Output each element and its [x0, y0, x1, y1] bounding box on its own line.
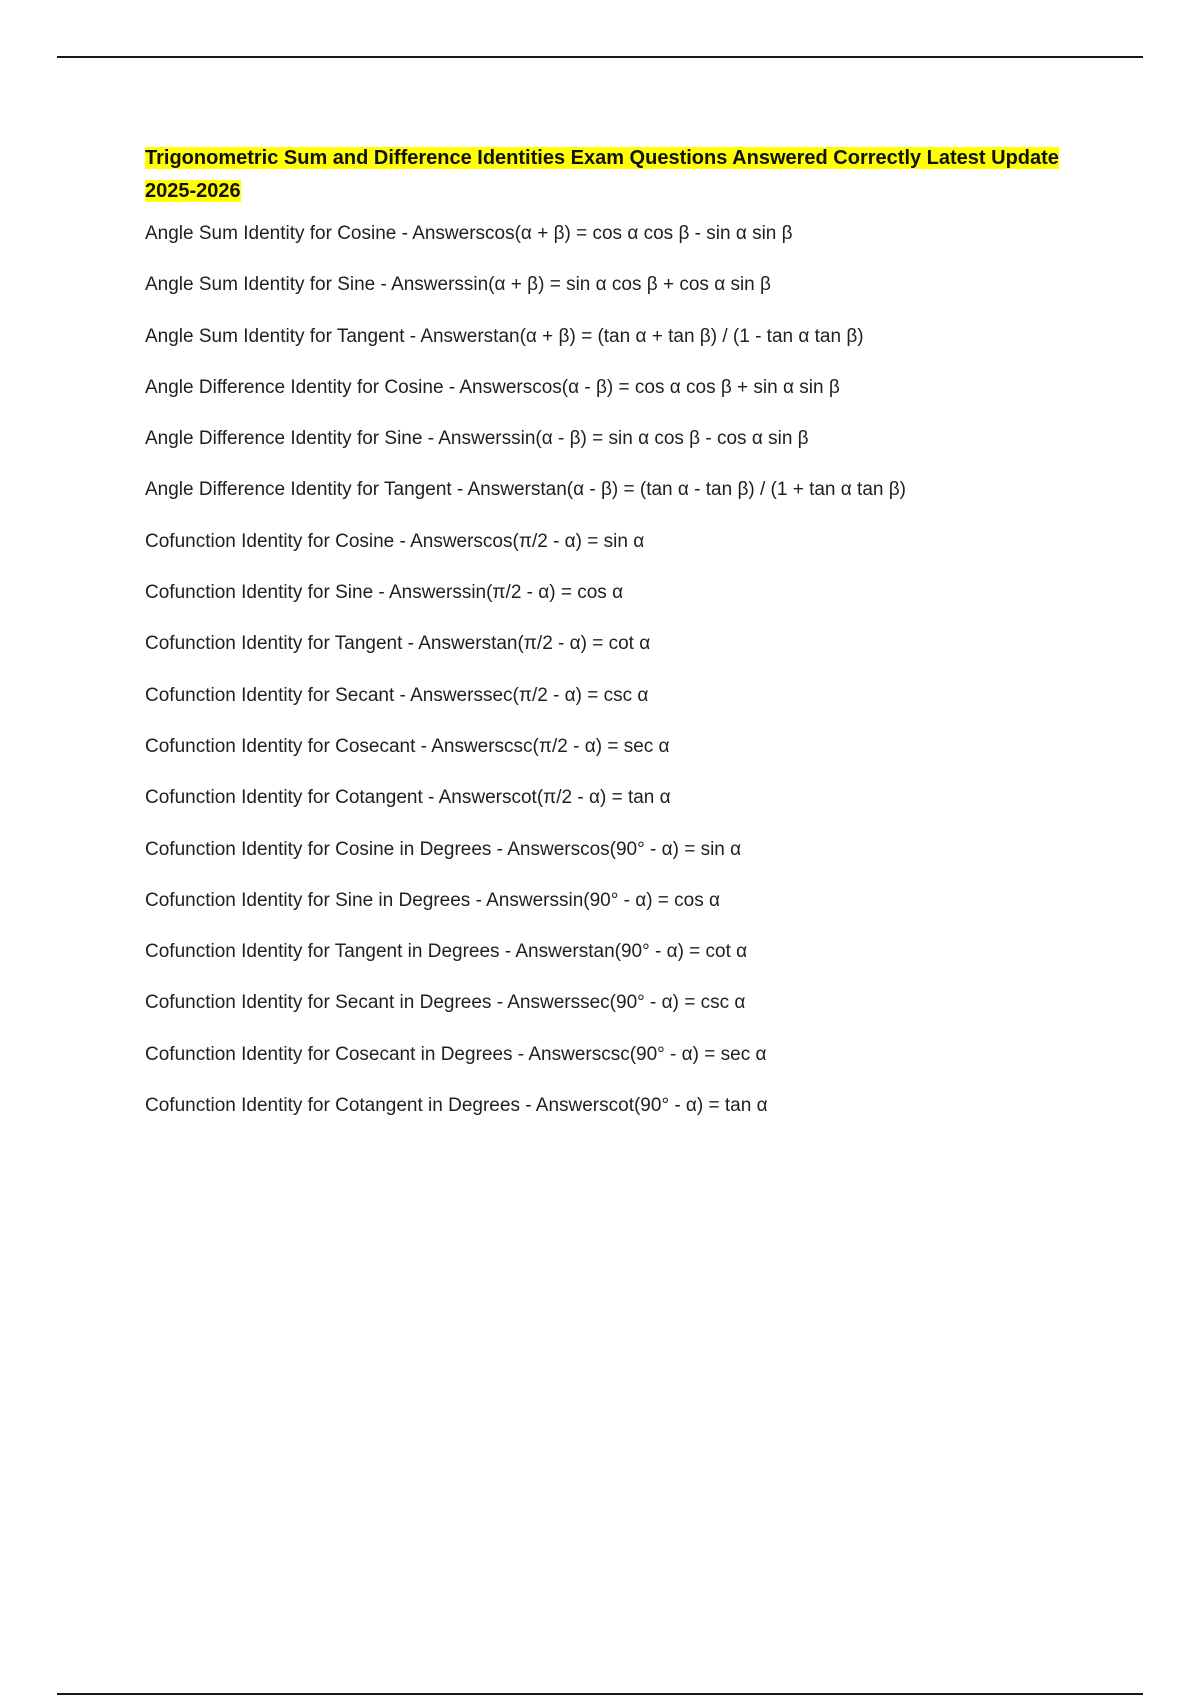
document-title: [145, 142, 1085, 208]
header-rule: [57, 56, 1143, 58]
qa-item: Cofunction Identity for Sine in Degrees - Answerssin(90° - α) = cos α: [145, 889, 721, 911]
qa-item: Cofunction Identity for Cotangent in Degrees - Answerscot(90° - α) = tan α: [145, 1095, 768, 1117]
qa-item: Cofunction Identity for Secant in Degrees - Answerssec(90° - α) = csc α: [145, 992, 746, 1014]
document-body: [145, 142, 1085, 1144]
qa-item: Angle Sum Identity for Tangent - Answerstan(α + β) = (tan α + tan β) / (1 - tan α tan β): [145, 325, 864, 347]
footer-rule: [57, 1693, 1143, 1695]
qa-list: [145, 221, 1085, 1144]
qa-item: Angle Difference Identity for Sine - Answerssin(α - β) = sin α cos β - cos α sin β: [145, 428, 809, 450]
qa-item: Angle Sum Identity for Cosine - Answerscos(α + β) = cos α cos β - sin α sin β: [145, 223, 793, 244]
qa-item: Cofunction Identity for Tangent - Answerstan(π/2 - α) = cot α: [145, 633, 651, 655]
qa-item: Angle Difference Identity for Tangent - Answerstan(α - β) = (tan α - tan β) / (1 + tan α tan β): [145, 479, 906, 501]
qa-item: Cofunction Identity for Sine - Answerssin(π/2 - α) = cos α: [145, 582, 624, 604]
qa-item: Cofunction Identity for Cosecant in Degrees - Answerscsc(90° - α) = sec α: [145, 1043, 767, 1065]
qa-item: Angle Sum Identity for Sine - Answerssin(α + β) = sin α cos β + cos α sin β: [145, 274, 771, 296]
qa-item: Cofunction Identity for Cosecant - Answerscsc(π/2 - α) = sec α: [145, 735, 670, 757]
qa-item: Cofunction Identity for Cotangent - Answerscot(π/2 - α) = tan α: [145, 787, 671, 809]
qa-item: Cofunction Identity for Secant - Answerssec(π/2 - α) = csc α: [145, 684, 649, 706]
document-title-text: Trigonometric Sum and Difference Identities Exam Questions Answered Correctly Latest Update 2025-2026: [145, 147, 1059, 202]
qa-item: Angle Difference Identity for Cosine - Answerscos(α - β) = cos α cos β + sin α sin β: [145, 376, 840, 398]
qa-item: Cofunction Identity for Cosine - Answerscos(π/2 - α) = sin α: [145, 530, 645, 552]
qa-item: Cofunction Identity for Tangent in Degrees - Answerstan(90° - α) = cot α: [145, 941, 748, 963]
qa-item: Cofunction Identity for Cosine in Degrees - Answerscos(90° - α) = sin α: [145, 838, 742, 860]
